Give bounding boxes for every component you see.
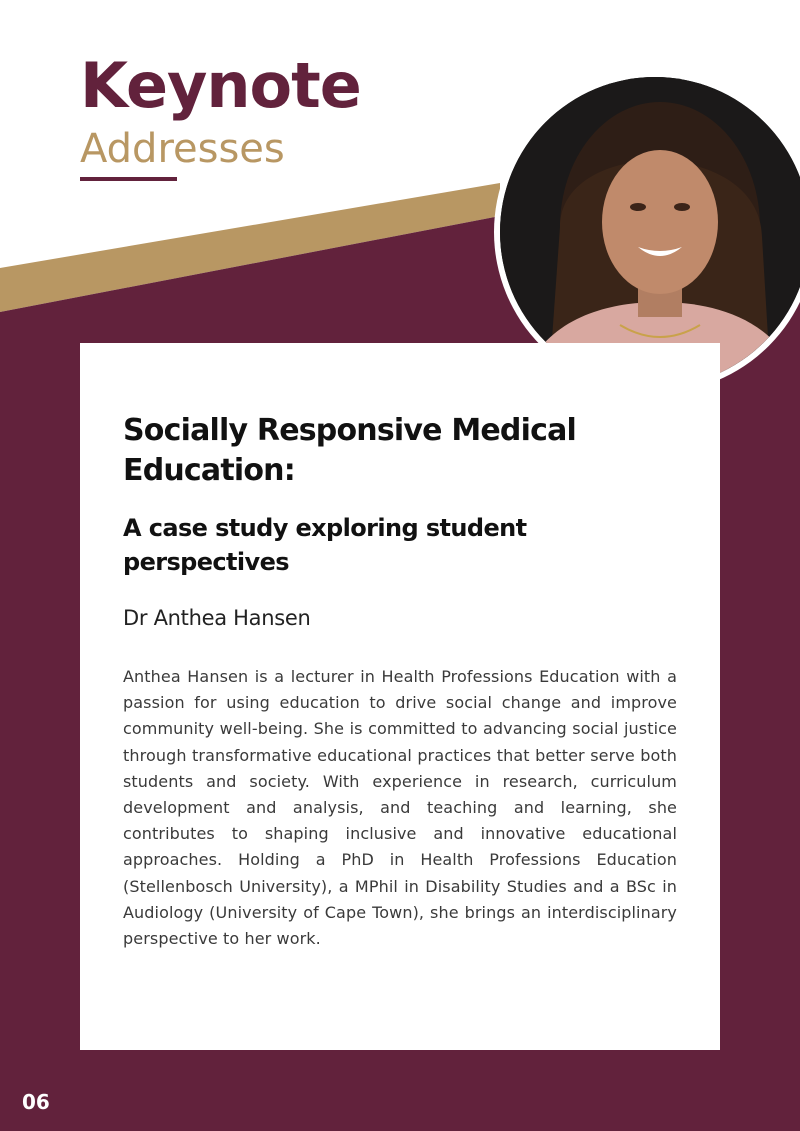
- keynote-card: [80, 343, 720, 1050]
- page-title: Keynote: [80, 49, 361, 122]
- heading-underline: [80, 177, 177, 181]
- page-subtitle: Addresses: [80, 126, 285, 172]
- speaker-name: Dr Anthea Hansen: [123, 606, 311, 630]
- speaker-bio: Anthea Hansen is a lecturer in Health Professions Education with a passion for using education to drive social change and improve community well-being. She is committed to advancing social justice through transformative educational practices that better serve both students and society. With experience in research, curriculum development and analysis, and teaching and learning, she contributes to shaping inclusive and innovative educational approaches. Holding a PhD in Health Professions Education (Stellenbosch University), a MPhil in Disability Studies and a BSc in Audiology (University of Cape Town), she brings an interdisciplinary perspective to her work.: [123, 667, 677, 949]
- talk-subtitle: A case study exploring student perspectives: [123, 514, 527, 576]
- talk-title: Socially Responsive Medical Education:: [123, 413, 576, 488]
- speaker-portrait-icon: [500, 77, 800, 387]
- page-number: 06: [22, 1090, 50, 1114]
